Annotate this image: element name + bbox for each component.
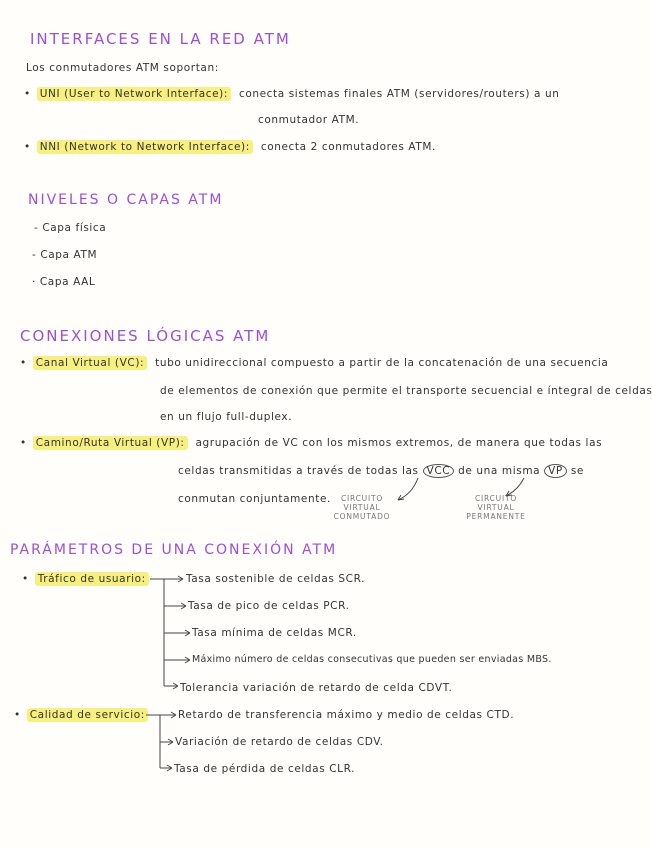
layer-item: - Capa ATM — [32, 249, 98, 261]
nni-label: NNI (Network to Network Interface): — [37, 140, 253, 154]
vp-arrow — [506, 478, 524, 496]
vcc-circled: VCC — [423, 464, 455, 478]
vc-label: Canal Virtual (VC): — [33, 356, 147, 370]
note-vp: CIRCUITO VIRTUAL PERMANENTE — [466, 494, 526, 521]
intro-text: Los conmutadores ATM soportan: — [26, 62, 219, 74]
vp-text-part: de una misma — [458, 465, 541, 477]
vp-circled: VP — [544, 464, 567, 478]
uni-text-cont: conmutador ATM. — [258, 114, 360, 126]
quality-label: Calidad de servicio: — [27, 708, 148, 722]
section-title-conexiones: CONEXIONES LÓGICAS ATM — [20, 327, 271, 345]
section-title-niveles: NIVELES O CAPAS ATM — [28, 192, 224, 208]
traffic-label: Tráfico de usuario: — [35, 572, 149, 586]
traffic-param: Tasa sostenible de celdas SCR. — [186, 573, 366, 585]
vc-text-cont: de elementos de conexión que permite el transporte secuencial e íntegral de celdas — [160, 385, 652, 397]
note-vcc: CIRCUITO VIRTUAL CONMUTADO — [333, 494, 391, 521]
vp-text-cont: conmutan conjuntamente. — [178, 493, 331, 505]
layer-item: - Capa física — [34, 222, 107, 234]
traffic-param: Máximo número de celdas consecutivas que pueden ser enviadas MBS. — [192, 654, 552, 665]
layer-item: · Capa AAL — [32, 276, 96, 288]
vp-text-part: se — [570, 465, 584, 477]
quality-param: Variación de retardo de celdas CDV. — [175, 736, 384, 748]
uni-text: conecta sistemas finales ATM (servidores/routers) a un — [238, 88, 560, 100]
uni-label: UNI (User to Network Interface): — [37, 87, 231, 101]
vp-label: Camino/Ruta Virtual (VP): — [33, 436, 188, 450]
vp-text: agrupación de VC con los mismos extremos, de manera que todas las — [195, 437, 603, 449]
traffic-param: Tolerancia variación de retardo de celda CDVT. — [180, 682, 453, 694]
vcc-arrow — [398, 478, 418, 500]
section-title-interfaces: INTERFACES EN LA RED ATM — [30, 30, 291, 48]
section-title-parametros: PARÁMETROS DE UNA CONEXIÓN ATM — [10, 542, 338, 558]
vc-text-cont: en un flujo full-duplex. — [160, 411, 293, 423]
traffic-param: Tasa de pico de celdas PCR. — [188, 600, 350, 612]
quality-param: Retardo de transferencia máximo y medio de celdas CTD. — [178, 709, 515, 721]
vp-text-part: celdas transmitidas a través de todas las — [178, 465, 419, 477]
quality-param: Tasa de pérdida de celdas CLR. — [174, 763, 356, 775]
vc-text: tubo unidireccional compuesto a partir de la concatenación de una secuencia — [155, 357, 609, 369]
traffic-param: Tasa mínima de celdas MCR. — [192, 627, 357, 639]
nni-text: conecta 2 conmutadores ATM. — [260, 141, 436, 153]
